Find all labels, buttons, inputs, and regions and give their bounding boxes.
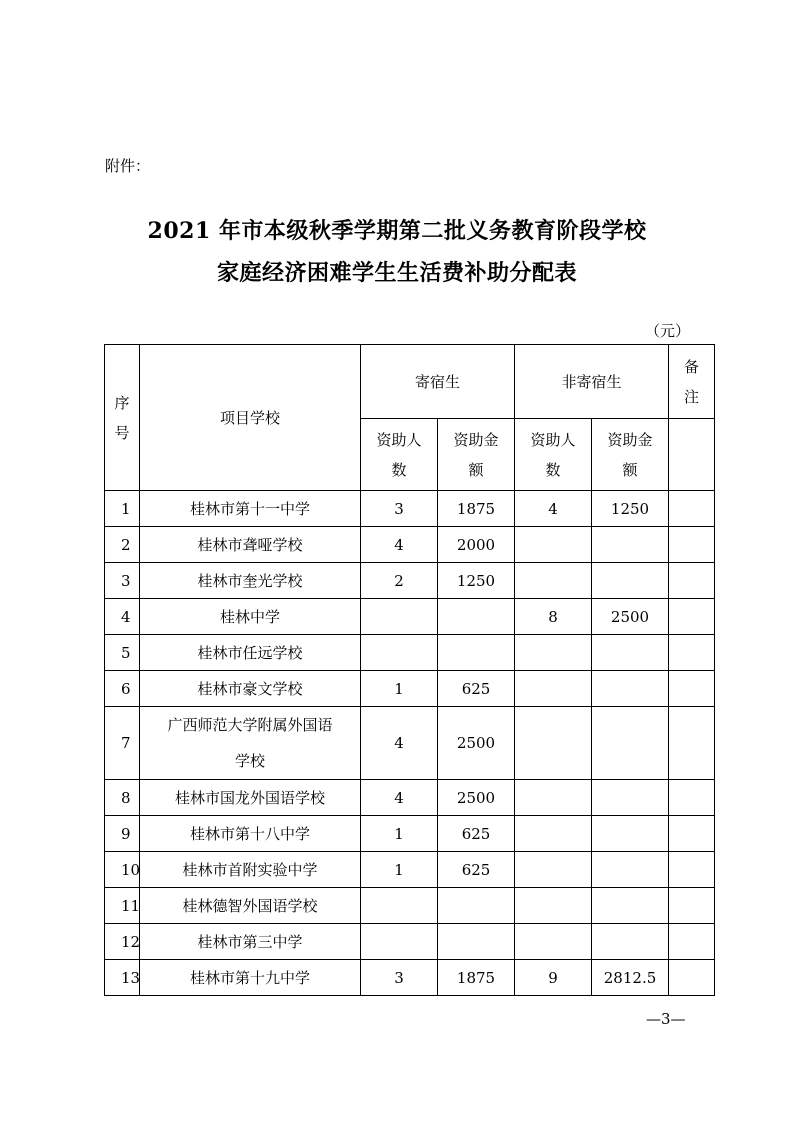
header-remark-empty [669,419,715,491]
document-title-line2: 家庭经济困难学生生活费补助分配表 [216,260,577,286]
cell-school: 桂林市国龙外国语学校 [140,780,361,816]
cell-remark [669,780,715,816]
cell-boarding-count: 1 [361,671,438,707]
cell-school: 桂林市首附实验中学 [140,852,361,888]
cell-boarding-count: 4 [361,527,438,563]
cell-boarding-amount: 1875 [438,960,515,996]
cell-remark [669,599,715,635]
cell-boarding-amount: 2500 [438,780,515,816]
header-amount-line2: 额 [622,460,638,479]
cell-seq: 13 [105,960,140,996]
cell-remark [669,563,715,599]
cell-remark [669,635,715,671]
cell-boarding-count: 4 [361,780,438,816]
subsidy-allocation-table [104,344,715,996]
cell-school: 桂林市第十一中学 [140,491,361,527]
cell-remark [669,924,715,960]
cell-boarding-count: 3 [361,491,438,527]
cell-seq: 7 [105,707,140,780]
header-boarding-amount [438,419,515,491]
table-row [105,527,715,563]
cell-nonboarding-amount [592,780,669,816]
document-title-line1: 2021 年市本级秋季学期第二批义务教育阶段学校 [147,218,647,244]
header-amount-line2: 额 [468,460,484,479]
header-count-line2: 数 [545,460,561,479]
header-count-line1: 资助人 [530,430,576,449]
cell-seq: 8 [105,780,140,816]
table-row [105,960,715,996]
header-seq-line2: 号 [114,423,130,442]
cell-nonboarding-count [515,671,592,707]
cell-school: 桂林市聋哑学校 [140,527,361,563]
header-boarding-count [361,419,438,491]
header-amount-line1: 资助金 [453,430,499,449]
cell-seq: 2 [105,527,140,563]
cell-seq: 9 [105,816,140,852]
cell-boarding-amount [438,635,515,671]
cell-boarding-amount: 2000 [438,527,515,563]
cell-boarding-count [361,888,438,924]
cell-nonboarding-count [515,527,592,563]
header-boarding: 寄宿生 [361,345,515,419]
cell-nonboarding-amount [592,707,669,780]
header-nonboarding-amount [592,419,669,491]
cell-boarding-count [361,924,438,960]
unit-label: （元） [645,322,691,340]
attachment-label: 附件： [105,157,151,175]
table-row [105,563,715,599]
cell-nonboarding-count [515,852,592,888]
table-row [105,852,715,888]
cell-nonboarding-amount: 2500 [592,599,669,635]
cell-nonboarding-count [515,780,592,816]
header-nonboarding: 非寄宿生 [515,345,669,419]
cell-nonboarding-amount [592,852,669,888]
cell-boarding-count: 4 [361,707,438,780]
table-row [105,491,715,527]
cell-nonboarding-count [515,707,592,780]
cell-school: 桂林德智外国语学校 [140,888,361,924]
cell-nonboarding-count [515,635,592,671]
cell-school: 桂林市奎光学校 [140,563,361,599]
cell-boarding-amount: 1250 [438,563,515,599]
table-row [105,888,715,924]
cell-nonboarding-count: 8 [515,599,592,635]
cell-boarding-amount [438,888,515,924]
header-count-line2: 数 [391,460,407,479]
cell-boarding-amount: 625 [438,671,515,707]
cell-school: 桂林市第十八中学 [140,816,361,852]
cell-nonboarding-count [515,816,592,852]
cell-school-line2: 学校 [234,752,265,770]
cell-nonboarding-count [515,888,592,924]
cell-seq: 6 [105,671,140,707]
cell-boarding-amount: 625 [438,816,515,852]
cell-remark [669,888,715,924]
cell-school: 桂林市任远学校 [140,635,361,671]
cell-remark [669,852,715,888]
table-row [105,780,715,816]
cell-seq: 12 [105,924,140,960]
cell-remark [669,491,715,527]
cell-school: 桂林市第三中学 [140,924,361,960]
cell-seq: 11 [105,888,140,924]
header-count-line1: 资助人 [376,430,422,449]
cell-seq: 4 [105,599,140,635]
cell-boarding-amount [438,599,515,635]
cell-boarding-amount: 2500 [438,707,515,780]
cell-school-line1: 广西师范大学附属外国语 [167,716,333,734]
cell-boarding-count: 3 [361,960,438,996]
cell-boarding-count: 2 [361,563,438,599]
cell-nonboarding-amount [592,816,669,852]
header-school: 项目学校 [140,345,361,491]
cell-school [140,707,361,780]
header-amount-line1: 资助金 [607,430,653,449]
cell-boarding-count [361,599,438,635]
cell-seq: 1 [105,491,140,527]
cell-remark [669,671,715,707]
cell-seq: 3 [105,563,140,599]
table-row [105,816,715,852]
cell-nonboarding-amount [592,563,669,599]
cell-boarding-count: 1 [361,816,438,852]
cell-nonboarding-amount [592,888,669,924]
cell-nonboarding-amount [592,924,669,960]
cell-seq: 5 [105,635,140,671]
header-nonboarding-count [515,419,592,491]
cell-school: 桂林市第十九中学 [140,960,361,996]
header-seq [105,345,140,491]
cell-nonboarding-count [515,563,592,599]
cell-remark [669,527,715,563]
cell-boarding-amount: 1875 [438,491,515,527]
cell-nonboarding-amount: 2812.5 [592,960,669,996]
cell-boarding-count [361,635,438,671]
table-row [105,671,715,707]
cell-school: 桂林市豪文学校 [140,671,361,707]
cell-remark [669,816,715,852]
cell-seq: 10 [105,852,140,888]
cell-nonboarding-amount [592,527,669,563]
cell-nonboarding-count [515,924,592,960]
cell-nonboarding-amount [592,671,669,707]
header-remark [669,345,715,419]
cell-nonboarding-amount: 1250 [592,491,669,527]
cell-boarding-amount: 625 [438,852,515,888]
cell-nonboarding-count: 4 [515,491,592,527]
page-number: —3— [646,1010,686,1028]
table-row [105,924,715,960]
table-row [105,707,715,780]
header-seq-line1: 序 [114,393,130,412]
cell-boarding-count: 1 [361,852,438,888]
cell-school: 桂林中学 [140,599,361,635]
header-remark-line2: 注 [684,387,700,406]
cell-remark [669,960,715,996]
cell-nonboarding-count: 9 [515,960,592,996]
header-remark-line1: 备 [684,357,700,376]
cell-boarding-amount [438,924,515,960]
table-row [105,635,715,671]
cell-remark [669,707,715,780]
cell-nonboarding-amount [592,635,669,671]
table-row [105,599,715,635]
